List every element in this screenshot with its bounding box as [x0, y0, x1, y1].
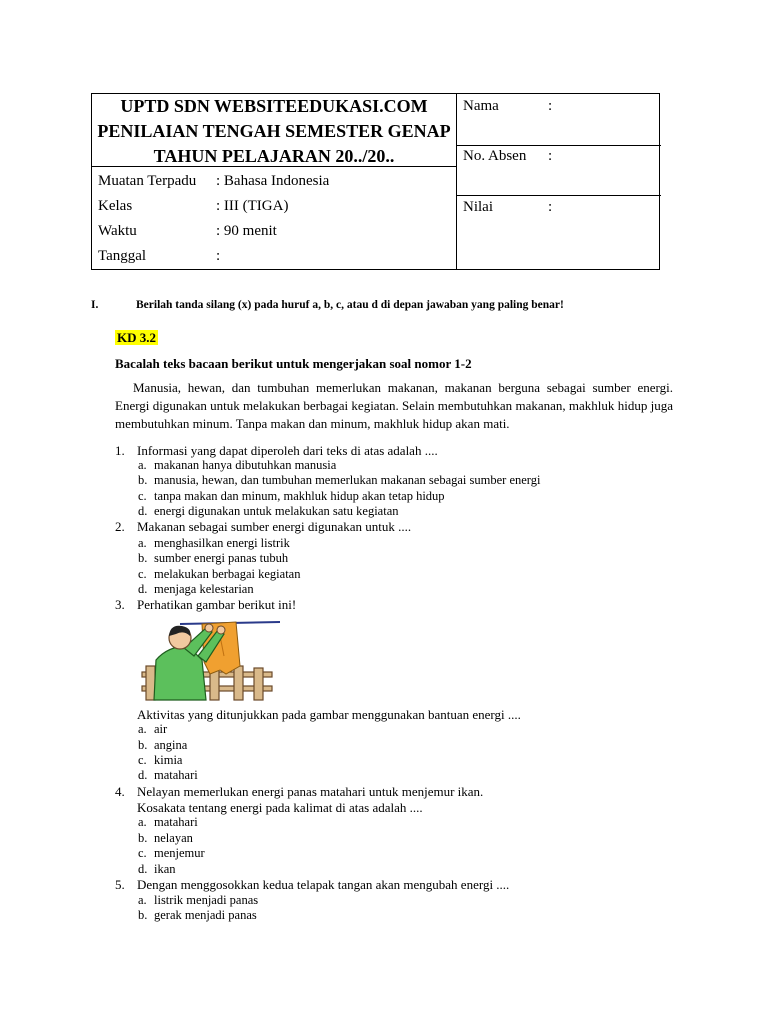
date-value: :	[216, 248, 221, 264]
reading-title: Bacalah teks bacaan berikut untuk mengerjakan soal nomor 1-2	[115, 356, 472, 371]
person-body	[154, 646, 206, 700]
absen-label: No. Absen	[463, 148, 527, 164]
class-label: Kelas	[98, 198, 133, 214]
question-4	[115, 784, 483, 799]
table-divider-vertical	[456, 94, 457, 269]
score-field[interactable]: :	[548, 199, 553, 215]
option-4b[interactable]: b. nelayan	[138, 831, 193, 845]
header-table	[91, 93, 660, 270]
question-number: 5.	[115, 877, 125, 892]
table-divider-right-2	[456, 195, 661, 196]
section-number: I.	[91, 299, 99, 311]
exam-title: PENILAIAN TENGAH SEMESTER GENAP	[97, 121, 451, 141]
question-3	[115, 597, 296, 612]
question-number: 2.	[115, 519, 125, 534]
time-value: : 90 menit	[216, 223, 277, 239]
question-5	[115, 877, 509, 892]
question-1	[115, 443, 438, 458]
option-2a[interactable]: a. menghasilkan energi listrik	[138, 536, 290, 550]
class-value: : III (TIGA)	[216, 198, 289, 214]
laundry-illustration	[140, 616, 280, 702]
score-label: Nilai	[463, 199, 493, 215]
absen-field[interactable]: :	[548, 148, 553, 164]
subject-value: : Bahasa Indonesia	[216, 173, 330, 189]
academic-year: TAHUN PELAJARAN 20../20..	[153, 146, 395, 166]
option-3b[interactable]: b. angina	[138, 738, 188, 752]
question-4-prompt: Kosakata tentang energi pada kalimat di atas adalah ....	[137, 800, 423, 815]
time-label: Waktu	[98, 223, 137, 239]
option-1a[interactable]: a. makanan hanya dibutuhkan manusia	[138, 458, 337, 472]
school-name: UPTD SDN WEBSITEEDUKASI.COM	[120, 96, 428, 116]
option-1d[interactable]: d. energi digunakan untuk melakukan satu kegiatan	[138, 504, 399, 518]
question-number: 3.	[115, 597, 125, 612]
question-text: Nelayan memerlukan energi panas matahari untuk menjemur ikan.	[137, 784, 484, 799]
option-3a[interactable]: a. air	[138, 722, 168, 736]
name-field[interactable]: :	[548, 98, 553, 114]
kd-label: KD 3.2	[117, 330, 156, 345]
option-1c[interactable]: c. tanpa makan dan minum, makhluk hidup akan tetap hidup	[138, 489, 445, 503]
option-4a[interactable]: a. matahari	[138, 815, 198, 829]
option-4d[interactable]: d. ikan	[138, 862, 176, 876]
kd-badge	[115, 329, 158, 347]
question-2	[115, 519, 411, 534]
question-text: Informasi yang dapat diperoleh dari teks di atas adalah ....	[137, 443, 438, 458]
option-3c[interactable]: c. kimia	[138, 753, 183, 767]
subject-label: Muatan Terpadu	[98, 173, 197, 189]
reading-passage: Manusia, hewan, dan tumbuhan memerlukan makanan, makanan berguna sebagai sumber energi. Energi digunakan untuk melakukan berbagai kegiatan. Selain membutuhkan makanan, makhluk hidup juga membutuhkan minum. Tanpa makan dan minum, makhluk hidup akan mati.	[115, 380, 673, 431]
question-3-prompt: Aktivitas yang ditunjukkan pada gambar menggunakan bantuan energi ....	[137, 707, 521, 722]
option-2d[interactable]: d. menjaga kelestarian	[138, 582, 254, 596]
option-2b[interactable]: b. sumber energi panas tubuh	[138, 551, 289, 565]
name-label: Nama	[463, 98, 499, 114]
option-2c[interactable]: c. melakukan berbagai kegiatan	[138, 567, 301, 581]
table-divider-right-1	[456, 145, 661, 146]
date-label: Tanggal	[98, 248, 147, 264]
option-4c[interactable]: c. menjemur	[138, 846, 205, 860]
option-5b[interactable]: b. gerak menjadi panas	[138, 908, 257, 922]
section-instruction: Berilah tanda silang (x) pada huruf a, b, c, atau d di depan jawaban yang paling benar!	[136, 299, 564, 311]
question-number: 1.	[115, 443, 125, 458]
question-number: 4.	[115, 784, 125, 799]
question-text: Dengan menggosokkan kedua telapak tangan akan mengubah energi ....	[137, 877, 510, 892]
question-text: Makanan sebagai sumber energi digunakan untuk ....	[137, 519, 412, 534]
question-text: Perhatikan gambar berikut ini!	[137, 597, 297, 612]
option-3d[interactable]: d. matahari	[138, 768, 198, 782]
option-1b[interactable]: b. manusia, hewan, dan tumbuhan memerlukan makanan sebagai sumber energi	[138, 473, 541, 487]
option-5a[interactable]: a. listrik menjadi panas	[138, 893, 259, 907]
